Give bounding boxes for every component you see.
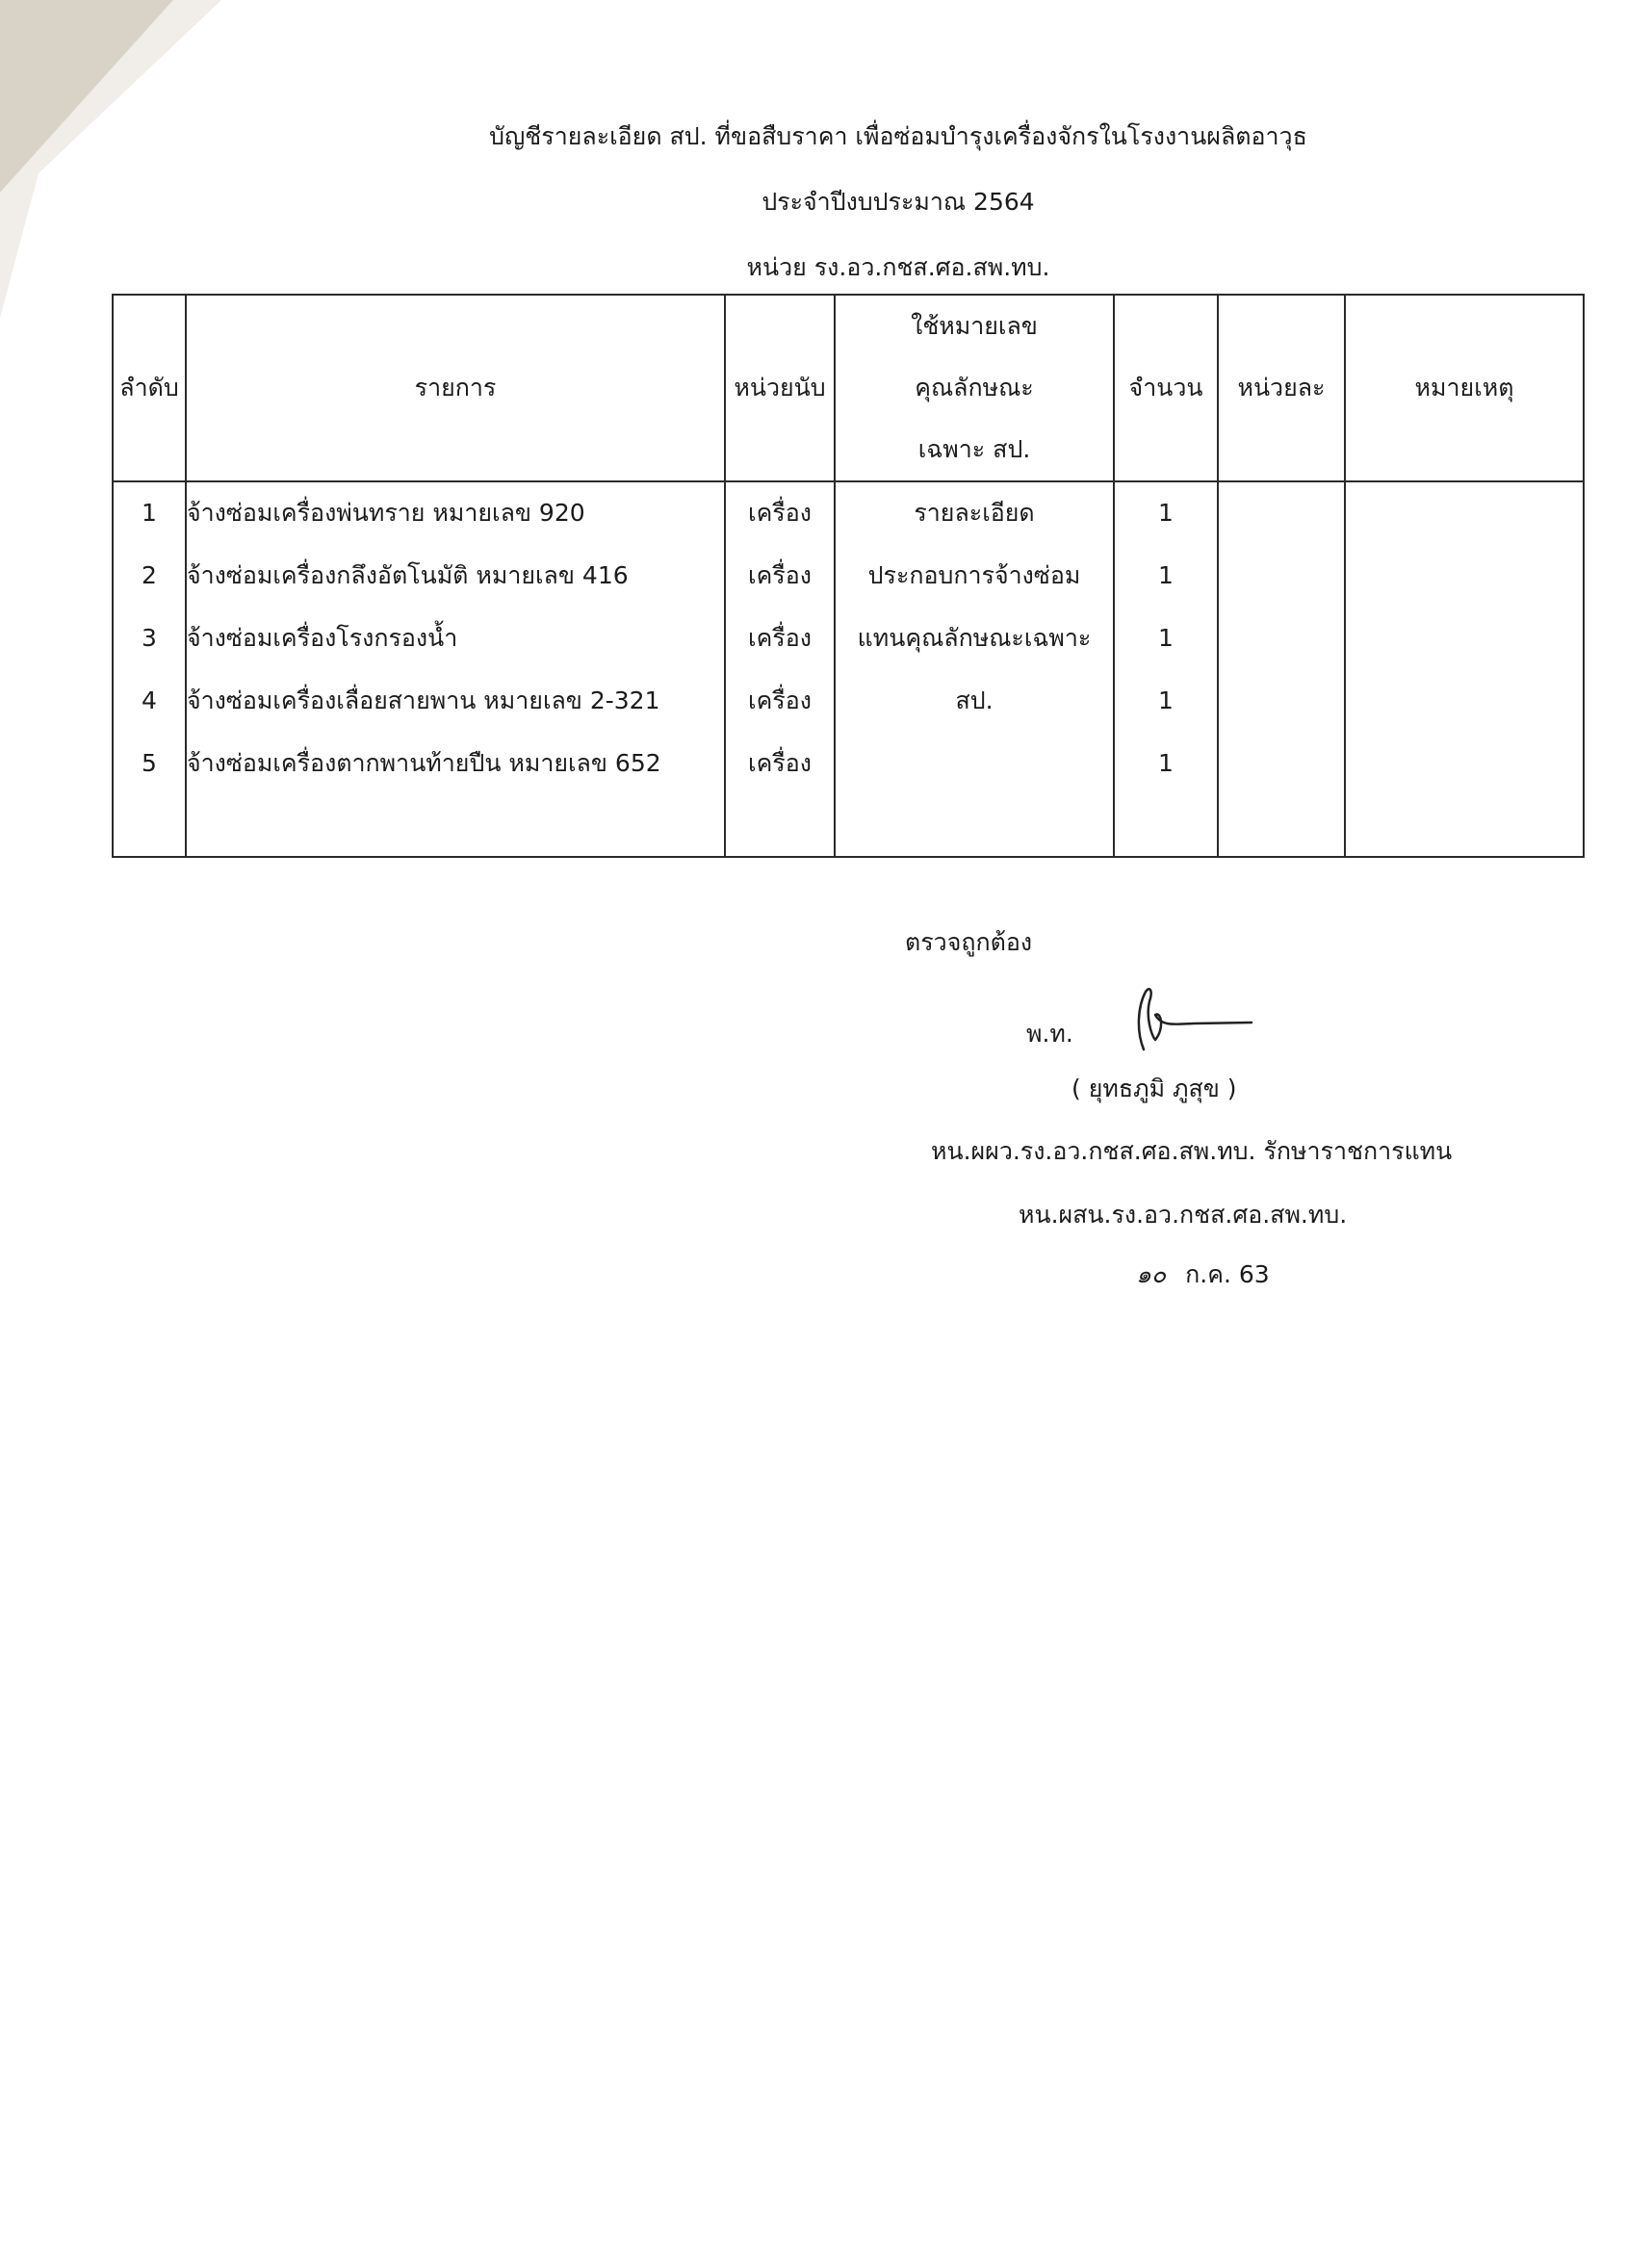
spec-note-line-1: รายละเอียด — [914, 499, 1035, 527]
header-spec-line-2: คุณลักษณะ — [915, 374, 1034, 401]
item-column — [186, 481, 725, 857]
header-qty: จำนวน — [1114, 295, 1218, 481]
header-remark: หมายเหตุ — [1345, 295, 1584, 481]
row-5-item: จ้างซ่อมเครื่องตากพานท้ายปืน หมายเลข 652 — [187, 749, 661, 777]
row-4-seq: 4 — [142, 686, 157, 714]
verified-label: ตรวจถูกต้อง — [905, 928, 1033, 956]
document-title: บัญชีรายละเอียด สป. ที่ขอสืบราคา เพื่อซ่อมบำรุงเครื่องจักรในโรงงานผลิตอาวุธ — [489, 122, 1307, 150]
header-spec-line-1: ใช้หมายเลข — [911, 312, 1038, 340]
row-5-unit: เครื่อง — [748, 749, 812, 777]
items-table — [112, 294, 1585, 858]
table-body-row — [113, 481, 1584, 857]
spec-note-line-2: ประกอบการจ้างซ่อม — [867, 561, 1081, 589]
remark-column — [1345, 481, 1584, 857]
date-rest: ก.ค. 63 — [1185, 1260, 1270, 1288]
row-1-qty: 1 — [1158, 499, 1174, 527]
date-day: ๑๐ — [1136, 1260, 1167, 1288]
signer-position-1: หน.ผผว.รง.อว.กชส.ศอ.สพ.ทบ. รักษาราชการแทน — [931, 1137, 1453, 1165]
header-unit-count: หน่วยนับ — [725, 295, 835, 481]
document-header — [0, 121, 1652, 283]
header-unit-price: หน่วยละ — [1218, 295, 1345, 481]
header-seq: ลำดับ — [113, 295, 186, 481]
row-3-seq: 3 — [142, 624, 157, 652]
date-line — [1136, 1259, 1270, 1290]
signer-position-2: หน.ผสน.รง.อว.กชส.ศอ.สพ.ทบ. — [1019, 1201, 1348, 1229]
signature-image — [1117, 982, 1261, 1059]
qty-column — [1114, 481, 1218, 857]
spec-note-line-3: แทนคุณลักษณะเฉพาะ — [857, 624, 1092, 652]
row-3-item: จ้างซ่อมเครื่องโรงกรองน้ำ — [187, 624, 458, 652]
unit-price-column — [1218, 481, 1345, 857]
unit-line: หน่วย รง.อว.กชส.ศอ.สพ.ทบ. — [746, 253, 1050, 281]
header-item: รายการ — [186, 295, 725, 481]
header-spec — [835, 295, 1114, 481]
row-3-unit: เครื่อง — [748, 624, 812, 652]
unit-column — [725, 481, 835, 857]
row-2-unit: เครื่อง — [748, 561, 812, 589]
row-1-unit: เครื่อง — [748, 499, 812, 527]
row-2-item: จ้างซ่อมเครื่องกลึงอัตโนมัติ หมายเลข 416 — [187, 561, 629, 589]
signer-rank: พ.ท. — [1026, 1020, 1073, 1048]
fiscal-year: ประจำปีงบประมาณ 2564 — [761, 188, 1035, 216]
row-1-item: จ้างซ่อมเครื่องพ่นทราย หมายเลข 920 — [187, 499, 585, 527]
seq-column — [113, 481, 186, 857]
row-2-qty: 1 — [1158, 561, 1174, 589]
table-header-row — [113, 295, 1584, 481]
row-3-qty: 1 — [1158, 624, 1174, 652]
row-2-seq: 2 — [142, 561, 157, 589]
spec-note-line-4: สป. — [955, 686, 994, 714]
signer-name: ( ยุทธภูมิ ภูสุข ) — [1071, 1075, 1237, 1102]
row-5-seq: 5 — [142, 749, 157, 777]
row-4-qty: 1 — [1158, 686, 1174, 714]
spec-column — [835, 481, 1114, 857]
row-1-seq: 1 — [142, 499, 157, 527]
row-4-item: จ้างซ่อมเครื่องเลื่อยสายพาน หมายเลข 2-321 — [187, 686, 660, 714]
row-4-unit: เครื่อง — [748, 686, 812, 714]
row-5-qty: 1 — [1158, 749, 1174, 777]
header-spec-line-3: เฉพาะ สป. — [917, 435, 1031, 463]
